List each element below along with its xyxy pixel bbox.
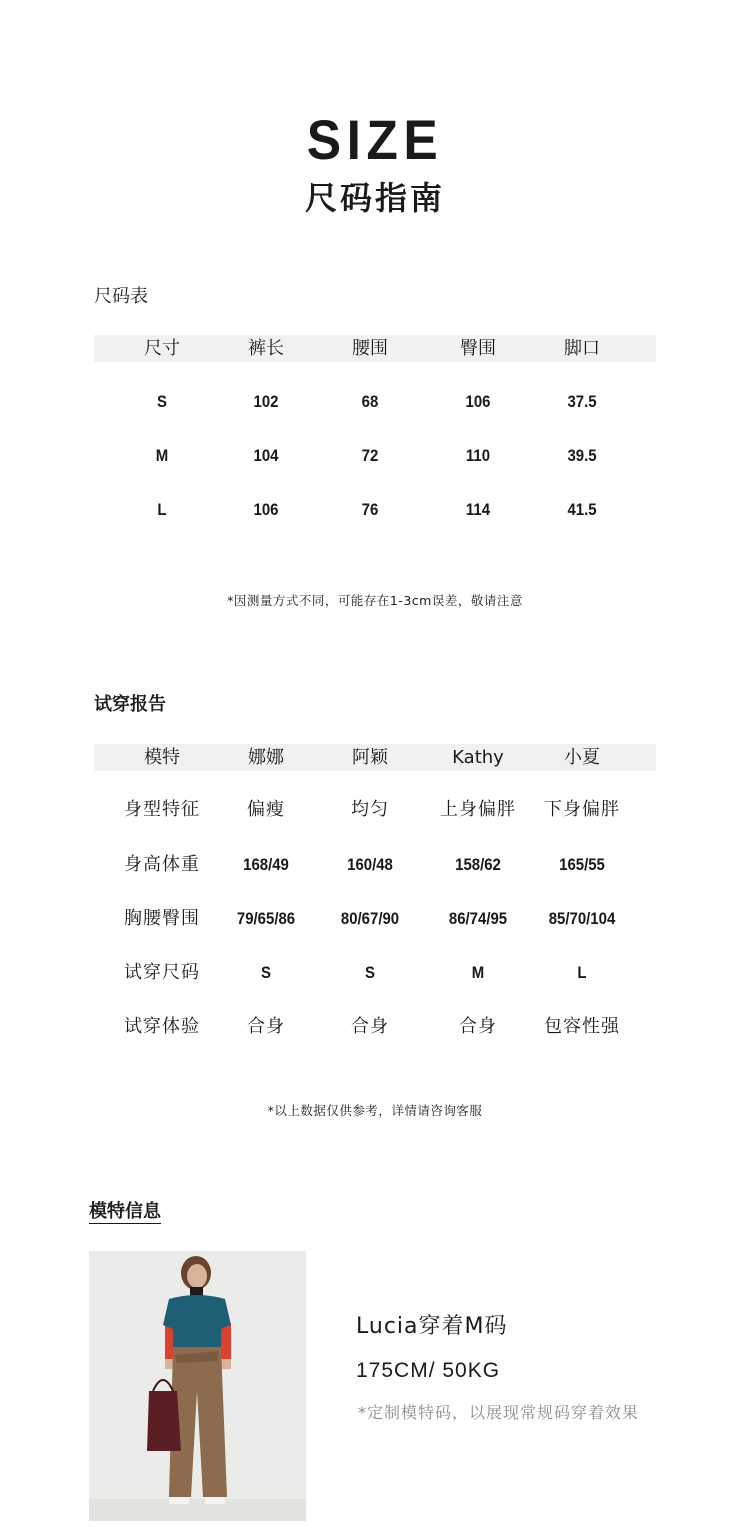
table-cell: 86/74/95: [448, 909, 508, 928]
table-cell: 114: [465, 500, 491, 519]
table-cell: 102: [253, 392, 279, 411]
table-cell: 165/55: [559, 855, 605, 874]
table-cell: 72: [361, 446, 379, 465]
table-cell: 76: [361, 500, 379, 519]
table-row-label: 胸腰臀围: [124, 908, 200, 929]
table-cell: S: [365, 963, 375, 982]
table-header-cell: 娜娜: [248, 747, 284, 768]
size-table-note: *因测量方式不同，可能存在1-3cm误差，敬请注意: [227, 593, 523, 608]
table-row-label: 身型特征: [124, 799, 200, 820]
table-row-label: M: [155, 446, 169, 465]
fit-report-note: *以上数据仅供参考，详情请咨询客服: [267, 1103, 483, 1118]
table-cell: 合身: [459, 1016, 497, 1037]
table-cell: 37.5: [567, 392, 597, 411]
table-cell: L: [577, 963, 587, 982]
table-cell: 85/70/104: [548, 909, 616, 928]
table-header-cell: 脚口: [564, 338, 600, 359]
fit-report-label: 试穿报告: [94, 694, 166, 715]
page-title-en: SIZE: [306, 108, 444, 171]
table-row-label: 试穿体验: [124, 1016, 200, 1037]
table-cell: 上身偏胖: [440, 799, 516, 820]
table-cell: 均匀: [351, 799, 389, 820]
table-cell: 104: [253, 446, 279, 465]
table-header-cell: 小夏: [564, 747, 600, 768]
table-header-cell: 裤长: [248, 338, 284, 359]
table-cell: 158/62: [455, 855, 501, 874]
table-row-label: 试穿尺码: [124, 962, 200, 983]
table-cell: 下身偏胖: [544, 799, 620, 820]
model-height-weight: 175CM/ 50KG: [356, 1359, 501, 1382]
table-cell: 168/49: [243, 855, 289, 874]
table-cell: 合身: [247, 1016, 285, 1037]
table-cell: 80/67/90: [340, 909, 400, 928]
table-cell: 41.5: [567, 500, 597, 519]
table-cell: 79/65/86: [236, 909, 296, 928]
table-row-label: 身高体重: [124, 854, 200, 875]
table-header-cell: 阿颖: [352, 747, 388, 768]
table-cell: 68: [361, 392, 379, 411]
table-row-label: S: [157, 392, 167, 411]
table-row-label: L: [157, 500, 167, 519]
table-cell: 39.5: [567, 446, 597, 465]
size-table-label: 尺码表: [94, 286, 148, 307]
table-header-cell: 模特: [144, 747, 180, 768]
model-photo: [89, 1251, 306, 1521]
table-cell: 合身: [351, 1016, 389, 1037]
table-header-cell: 臀围: [460, 338, 496, 359]
table-cell: M: [471, 963, 485, 982]
table-cell: 106: [465, 392, 491, 411]
table-header-cell: Kathy: [452, 747, 504, 768]
table-cell: S: [261, 963, 271, 982]
page-title-cn: 尺码指南: [304, 179, 445, 217]
model-info-note: *定制模特码，以展现常规码穿着效果: [358, 1403, 640, 1422]
table-header-cell: 腰围: [352, 338, 388, 359]
table-cell: 110: [465, 446, 491, 465]
model-photo-illustration: [89, 1251, 306, 1521]
model-info-label: 模特信息: [89, 1201, 161, 1222]
table-cell: 106: [253, 500, 279, 519]
table-cell: 包容性强: [544, 1016, 620, 1037]
table-header-cell: 尺寸: [144, 338, 180, 359]
table-cell: 偏瘦: [247, 799, 285, 820]
table-cell: 160/48: [347, 855, 393, 874]
model-size-worn: Lucia穿着M码: [356, 1314, 508, 1339]
